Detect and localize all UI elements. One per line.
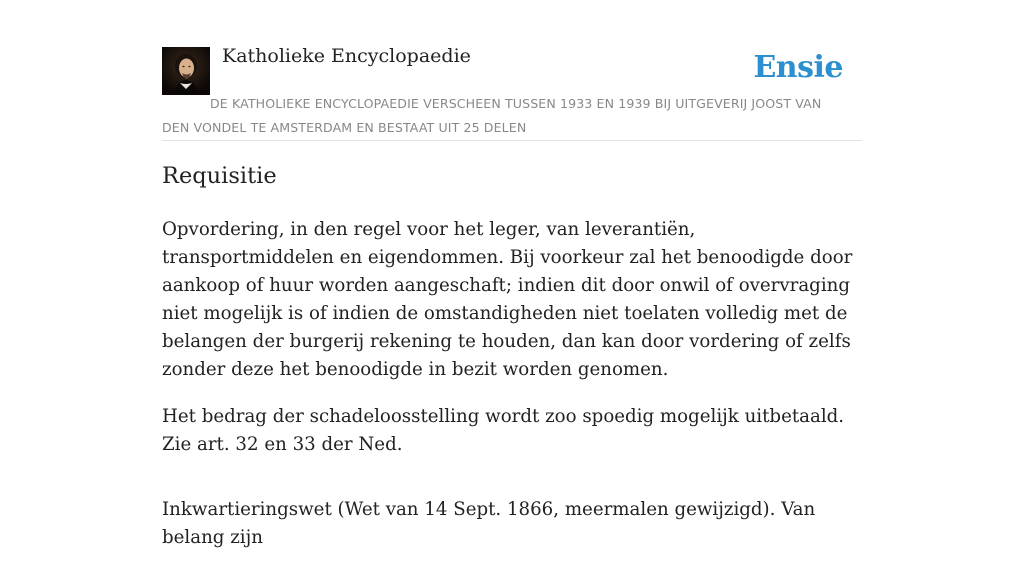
article-paragraph: Inkwartieringswet (Wet van 14 Sept. 1866, meermalen gewijzigd). Van belang zijn (162, 499, 816, 548)
site-header (162, 44, 862, 141)
site-tagline: DE KATHOLIEKE ENCYCLOPAEDIE VERSCHEEN TUSSEN 1933 EN 1939 BIJ UITGEVERIJ JOOST VAN DEN VONDEL TE AMSTERDAM EN BESTAAT UIT 25 DELEN (162, 96, 822, 135)
article-title: Requisitie (162, 163, 277, 189)
portrait-avatar-icon[interactable] (162, 47, 210, 95)
site-title[interactable]: Katholieke Encyclopaedie (222, 45, 471, 67)
article-paragraph: Opvordering, in den regel voor het leger, van leverantiën, transportmiddelen en eigendommen. Bij voorkeur zal het benoodigde door aankoop of huur worden aangeschaft; indien dit door onwil of overvraging niet mogelijk is of indien de omstandigheden niet toelaten volledig met de belangen der burgerij rekening te houden, dan kan door vordering of zelfs zonder deze het benoodigde in bezit worden genomen. (162, 219, 853, 380)
article-body (162, 216, 866, 571)
brand-logo[interactable]: Ensie (753, 50, 843, 85)
article-paragraph: Het bedrag der schadeloosstelling wordt zoo spoedig mogelijk uitbetaald. Zie art. 32 en 33 der Ned. (162, 406, 845, 455)
